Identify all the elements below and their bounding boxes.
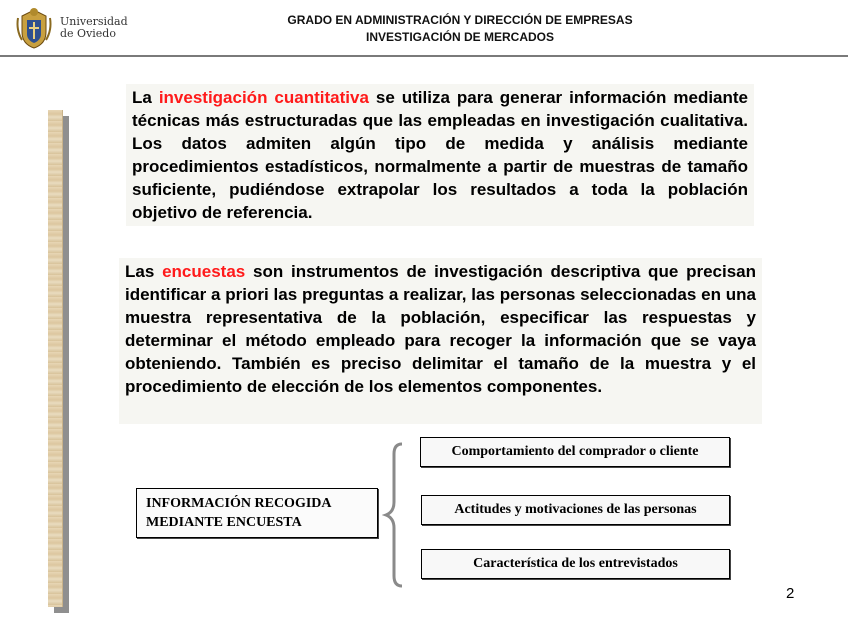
header-title-line1: GRADO EN ADMINISTRACIÓN Y DIRECCIÓN DE EMPRESAS	[287, 13, 633, 27]
diagram-option-buyer-behavior: Comportamiento del comprador o cliente	[420, 437, 730, 467]
paragraph-surveys	[119, 258, 762, 424]
header-title-line2: INVESTIGACIÓN DE MERCADOS	[365, 30, 554, 44]
paragraph1-intro: La	[132, 88, 159, 107]
crest-icon	[14, 6, 54, 50]
decorative-side-bar	[48, 110, 63, 607]
logo-line2: de Oviedo	[60, 27, 116, 40]
paragraph2-body: son instrumentos de investigación descriptiva que precisan identificar a priori las preguntas a realizar, las personas seleccionadas en una muestra representativa de la población, especificar las respuestas y determinar el método empleado para recoger la información que se vaya obteniendo. También es preciso delimitar el tamaño de la muestra y el procedimiento de elección de los elementos componentes.	[125, 262, 756, 396]
paragraph1-highlight: investigación cuantitativa	[158, 88, 369, 107]
diagram-option-characteristics: Característica de los entrevistados	[421, 549, 730, 579]
header-rule	[0, 55, 848, 57]
paragraph2-intro: Las	[125, 262, 163, 281]
header-title	[180, 12, 740, 46]
paragraph-quantitative-research	[126, 84, 754, 226]
survey-information-box	[136, 488, 378, 538]
survey-box-line1: INFORMACIÓN RECOGIDA	[146, 496, 332, 511]
survey-box-line2: MEDIANTE ENCUESTA	[146, 515, 302, 530]
logo-text	[60, 16, 128, 40]
paragraph1-body: se utiliza para generar información mediante técnicas más estructuradas que las empleadas en investigación cualitativa. Los datos admiten algún tipo de medida y análisis mediante procedimientos estadísticos, normalmente a partir de muestras de tamaño suficiente, pudiéndose extrapolar los resultados a toda la población objetivo de referencia.	[132, 88, 749, 222]
diagram-option-attitudes: Actitudes y motivaciones de las personas	[421, 495, 730, 525]
curly-brace-icon	[382, 442, 406, 588]
paragraph2-highlight: encuestas	[162, 262, 246, 281]
logo-line1: Universidad	[60, 15, 128, 28]
university-logo	[14, 4, 140, 52]
page-number: 2	[786, 585, 795, 602]
